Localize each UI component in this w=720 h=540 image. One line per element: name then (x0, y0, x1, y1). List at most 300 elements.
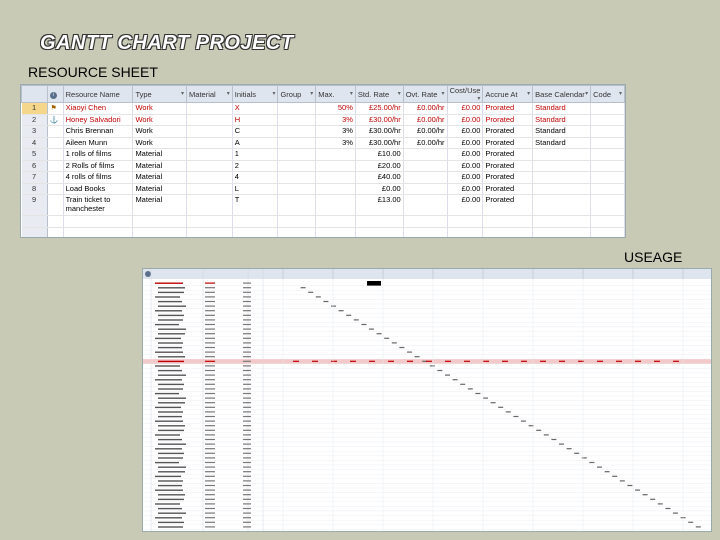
cell-max[interactable] (316, 172, 356, 184)
cell-max[interactable]: 50% (316, 103, 356, 115)
empty-row[interactable] (22, 216, 625, 228)
task-name-text (155, 448, 182, 449)
work-text (205, 315, 215, 316)
cell-std-rate[interactable]: £0.00 (355, 183, 403, 195)
cell-max[interactable]: 3% (316, 137, 356, 149)
cell-std-rate[interactable]: £25.00/hr (355, 103, 403, 115)
usage-value (643, 494, 648, 495)
column-header[interactable]: Ovt. Rate ▾ (403, 86, 447, 103)
resource-row[interactable] (22, 103, 625, 115)
cell-calendar[interactable] (533, 183, 591, 195)
indicator-cell (47, 160, 63, 172)
detail-text (243, 356, 251, 357)
cell-cost-use[interactable]: £0.00 (447, 137, 483, 149)
work-text (205, 522, 215, 523)
column-header[interactable]: Initials ▾ (232, 86, 278, 103)
cell-accrue[interactable]: Prorated (483, 137, 533, 149)
row-number[interactable] (22, 227, 48, 238)
usage-grid (143, 269, 711, 531)
cell-name[interactable]: 2 Rolls of films (63, 160, 133, 172)
work-text (205, 338, 215, 339)
task-name-text (155, 421, 183, 422)
cell-calendar[interactable]: Standard (533, 137, 591, 149)
column-header[interactable]: Group ▾ (278, 86, 316, 103)
cell-accrue[interactable]: Prorated (483, 172, 533, 184)
empty-cell[interactable] (483, 216, 533, 228)
cell-cost-use[interactable]: £0.00 (447, 103, 483, 115)
cell-type[interactable]: Work (133, 126, 187, 138)
cell-type[interactable]: Material (133, 183, 187, 195)
usage-value (658, 503, 663, 504)
cell-calendar[interactable]: Standard (533, 103, 591, 115)
resource-row[interactable] (22, 126, 625, 138)
cell-initials[interactable]: 2 (232, 160, 278, 172)
usage-value (460, 384, 465, 385)
empty-cell[interactable] (47, 227, 63, 238)
work-text (205, 283, 215, 284)
usage-value (453, 379, 458, 380)
cell-code[interactable] (591, 183, 625, 195)
row-number[interactable]: 6 (22, 160, 48, 172)
cell-std-rate[interactable]: £30.00/hr (355, 126, 403, 138)
cell-material[interactable] (187, 126, 233, 138)
task-name-text (158, 508, 182, 509)
cell-material[interactable] (187, 103, 233, 115)
cell-material[interactable] (187, 183, 233, 195)
empty-cell[interactable] (316, 227, 356, 238)
cell-group[interactable] (278, 183, 316, 195)
empty-cell[interactable] (483, 227, 533, 238)
column-header[interactable]: Base Calendar ▾ (533, 86, 591, 103)
resource-row[interactable] (22, 183, 625, 195)
work-text (205, 526, 215, 527)
cell-cost-use[interactable]: £0.00 (447, 172, 483, 184)
cell-ovt-rate[interactable]: £0.00/hr (403, 103, 447, 115)
empty-cell[interactable] (187, 216, 233, 228)
task-name-text (158, 485, 182, 486)
work-text (205, 361, 215, 362)
detail-text (243, 393, 251, 394)
usage-value (688, 522, 693, 523)
cell-ovt-rate[interactable] (403, 149, 447, 161)
cell-group[interactable] (278, 137, 316, 149)
cell-material[interactable] (187, 195, 233, 216)
cell-cost-use[interactable]: £0.00 (447, 160, 483, 172)
row-number[interactable]: 2 (22, 114, 48, 126)
empty-row[interactable] (22, 227, 625, 238)
column-header[interactable]: Std. Rate ▾ (355, 86, 403, 103)
detail-text (243, 292, 251, 293)
cell-calendar[interactable]: Standard (533, 126, 591, 138)
task-name-text (158, 301, 182, 302)
usage-value (475, 393, 480, 394)
column-header[interactable]: Material ▾ (187, 86, 233, 103)
cell-type[interactable]: Work (133, 137, 187, 149)
detail-text (243, 508, 251, 509)
detail-text (243, 388, 251, 389)
usage-value (377, 333, 382, 334)
cell-cost-use[interactable]: £0.00 (447, 149, 483, 161)
usage-value (696, 526, 701, 527)
cell-group[interactable] (278, 160, 316, 172)
usage-value (627, 485, 632, 486)
detail-text (243, 430, 251, 431)
task-name-text (158, 453, 184, 454)
column-header[interactable]: Resource Name (63, 86, 133, 103)
cell-initials[interactable]: A (232, 137, 278, 149)
empty-cell[interactable] (403, 216, 447, 228)
cell-calendar[interactable] (533, 160, 591, 172)
work-text (205, 480, 215, 481)
empty-cell[interactable] (355, 227, 403, 238)
cell-ovt-rate[interactable] (403, 160, 447, 172)
empty-cell[interactable] (232, 216, 278, 228)
cell-group[interactable] (278, 149, 316, 161)
row-number[interactable]: 5 (22, 149, 48, 161)
empty-cell[interactable] (47, 216, 63, 228)
resource-row[interactable] (22, 172, 625, 184)
cell-type[interactable]: Material (133, 195, 187, 216)
cell-type[interactable]: Material (133, 172, 187, 184)
empty-cell[interactable] (187, 227, 233, 238)
work-text (205, 490, 215, 491)
resource-row[interactable] (22, 114, 625, 126)
task-name-text (158, 457, 183, 458)
cell-accrue[interactable]: Prorated (483, 114, 533, 126)
cell-calendar[interactable] (533, 195, 591, 216)
task-name-text (158, 333, 185, 334)
task-name-text (158, 342, 183, 343)
task-name-text (155, 324, 179, 325)
task-name-text (155, 379, 182, 380)
cell-max[interactable] (316, 183, 356, 195)
cell-accrue[interactable]: Prorated (483, 103, 533, 115)
cell-name[interactable]: Aileen Munn (63, 137, 133, 149)
overallocated-value (521, 361, 527, 362)
cell-initials[interactable]: L (232, 183, 278, 195)
task-name-text (158, 425, 185, 426)
detail-text (243, 398, 251, 399)
task-name-text (158, 494, 185, 495)
task-name-text (155, 338, 181, 339)
task-name-text (158, 430, 184, 431)
cell-name[interactable]: 1 rolls of films (63, 149, 133, 161)
cell-ovt-rate[interactable]: £0.00/hr (403, 114, 447, 126)
detail-text (243, 517, 251, 518)
detail-text (243, 476, 251, 477)
detail-text (243, 375, 251, 376)
cell-initials[interactable]: 4 (232, 172, 278, 184)
usage-value (437, 370, 442, 371)
cell-calendar[interactable] (533, 149, 591, 161)
work-text (205, 388, 215, 389)
resource-row[interactable] (22, 195, 625, 216)
cell-calendar[interactable] (533, 172, 591, 184)
overallocated-value (464, 361, 470, 362)
cell-accrue[interactable]: Prorated (483, 126, 533, 138)
cell-max[interactable]: 3% (316, 114, 356, 126)
usage-value (316, 296, 321, 297)
cell-max[interactable] (316, 195, 356, 216)
cell-cost-use[interactable]: £0.00 (447, 183, 483, 195)
cell-type[interactable]: Work (133, 103, 187, 115)
cell-ovt-rate[interactable]: £0.00/hr (403, 137, 447, 149)
cell-group[interactable] (278, 103, 316, 115)
resource-sheet-label: RESOURCE SHEET (28, 64, 158, 80)
cell-code[interactable] (591, 103, 625, 115)
detail-text (243, 494, 251, 495)
cell-std-rate[interactable]: £40.00 (355, 172, 403, 184)
detail-text (243, 352, 251, 353)
column-header[interactable]: Max. ▾ (316, 86, 356, 103)
usage-value (665, 508, 670, 509)
overallocated-value (635, 361, 641, 362)
cell-type[interactable]: Material (133, 149, 187, 161)
usage-value (392, 342, 397, 343)
column-header[interactable] (47, 86, 63, 103)
row-number[interactable]: 3 (22, 126, 48, 138)
usage-value (407, 352, 412, 353)
task-name-text (155, 490, 183, 491)
empty-cell[interactable] (591, 216, 625, 228)
cell-code[interactable] (591, 149, 625, 161)
cell-cost-use[interactable]: £0.00 (447, 114, 483, 126)
empty-cell[interactable] (355, 216, 403, 228)
work-text (205, 471, 215, 472)
work-text (205, 319, 215, 320)
empty-cell[interactable] (63, 227, 133, 238)
cell-initials[interactable]: T (232, 195, 278, 216)
cell-name[interactable]: Load Books (63, 183, 133, 195)
row-number[interactable]: 4 (22, 137, 48, 149)
cell-code[interactable] (591, 195, 625, 216)
empty-cell[interactable] (447, 216, 483, 228)
cell-std-rate[interactable]: £10.00 (355, 149, 403, 161)
work-text (205, 430, 215, 431)
cell-accrue[interactable]: Prorated (483, 195, 533, 216)
cell-type[interactable]: Material (133, 160, 187, 172)
work-text (205, 467, 215, 468)
detail-text (243, 526, 251, 527)
detail-text (243, 329, 251, 330)
work-text (205, 384, 215, 385)
row-number[interactable]: 8 (22, 183, 48, 195)
slide-title: GANTT CHART PROJECT (40, 32, 294, 54)
indicator-cell (47, 114, 63, 126)
cell-group[interactable] (278, 195, 316, 216)
detail-text (243, 439, 251, 440)
usage-value (384, 338, 389, 339)
work-text (205, 439, 215, 440)
cell-code[interactable] (591, 126, 625, 138)
column-header[interactable]: Cost/Use ▾ (447, 86, 483, 103)
cell-max[interactable] (316, 160, 356, 172)
work-text (205, 485, 215, 486)
detail-text (243, 342, 251, 343)
cell-code[interactable] (591, 172, 625, 184)
work-text (205, 476, 215, 477)
overallocated-value (483, 361, 489, 362)
row-number[interactable]: 9 (22, 195, 48, 216)
detail-text (243, 485, 251, 486)
work-text (205, 379, 215, 380)
resource-row[interactable] (22, 137, 625, 149)
cell-material[interactable] (187, 172, 233, 184)
work-text (205, 462, 215, 463)
empty-cell[interactable] (533, 227, 591, 238)
cell-std-rate[interactable]: £13.00 (355, 195, 403, 216)
work-text (205, 416, 215, 417)
work-text (205, 310, 215, 311)
task-name-text (155, 503, 180, 504)
resource-row[interactable] (22, 149, 625, 161)
task-name-text (155, 407, 181, 408)
work-text (205, 287, 215, 288)
task-name-text (158, 375, 186, 376)
cell-code[interactable] (591, 160, 625, 172)
overallocated-value (407, 361, 413, 362)
work-text (205, 513, 215, 514)
usage-value (323, 301, 328, 302)
cell-calendar[interactable]: Standard (533, 114, 591, 126)
cell-ovt-rate[interactable] (403, 183, 447, 195)
empty-cell[interactable] (591, 227, 625, 238)
cell-material[interactable] (187, 160, 233, 172)
task-name-text (158, 513, 186, 514)
cell-initials[interactable]: X (232, 103, 278, 115)
overallocated-value (350, 361, 356, 362)
empty-cell[interactable] (403, 227, 447, 238)
cell-material[interactable] (187, 149, 233, 161)
cell-name[interactable]: Train ticket to manchester (63, 195, 133, 216)
empty-cell[interactable] (133, 216, 187, 228)
column-header[interactable]: Type ▾ (133, 86, 187, 103)
cell-std-rate[interactable]: £30.00/hr (355, 137, 403, 149)
task-name-text (158, 439, 182, 440)
empty-cell[interactable] (278, 227, 316, 238)
cell-std-rate[interactable]: £20.00 (355, 160, 403, 172)
detail-text (243, 407, 251, 408)
task-name-text (155, 462, 179, 463)
task-name-text (158, 347, 182, 348)
detail-text (243, 370, 251, 371)
cell-accrue[interactable]: Prorated (483, 160, 533, 172)
task-name-text (158, 411, 183, 412)
cell-group[interactable] (278, 126, 316, 138)
selected-cell (367, 281, 381, 286)
cell-initials[interactable]: H (232, 114, 278, 126)
task-name-text (158, 402, 185, 403)
resource-row[interactable] (22, 160, 625, 172)
empty-cell[interactable] (63, 216, 133, 228)
empty-cell[interactable] (232, 227, 278, 238)
cell-ovt-rate[interactable] (403, 195, 447, 216)
task-name-text (155, 393, 179, 394)
empty-cell[interactable] (133, 227, 187, 238)
overallocated-value (331, 361, 337, 362)
usage-value (567, 448, 572, 449)
cell-initials[interactable]: 1 (232, 149, 278, 161)
work-text (205, 402, 215, 403)
work-text (205, 453, 215, 454)
task-name-text (158, 471, 185, 472)
task-name-text (158, 499, 184, 500)
work-text (205, 411, 215, 412)
usage-value (635, 490, 640, 491)
task-name-text (155, 365, 180, 366)
usage-header (143, 269, 711, 279)
cell-name[interactable]: Chris Brennan (63, 126, 133, 138)
detail-text (243, 301, 251, 302)
cell-cost-use[interactable]: £0.00 (447, 126, 483, 138)
work-text (205, 457, 215, 458)
cell-group[interactable] (278, 114, 316, 126)
empty-cell[interactable] (533, 216, 591, 228)
cell-initials[interactable]: C (232, 126, 278, 138)
column-header[interactable] (22, 86, 48, 103)
cell-ovt-rate[interactable]: £0.00/hr (403, 126, 447, 138)
empty-cell[interactable] (278, 216, 316, 228)
usage-value (399, 347, 404, 348)
task-name-text (158, 522, 184, 523)
cell-group[interactable] (278, 172, 316, 184)
cell-code[interactable] (591, 114, 625, 126)
detail-text (243, 379, 251, 380)
cell-name[interactable]: Xiaoyi Chen (63, 103, 133, 115)
column-header[interactable]: Accrue At ▾ (483, 86, 533, 103)
overallocated-value (616, 361, 622, 362)
usage-value (339, 310, 344, 311)
work-text (205, 306, 215, 307)
task-name-text (155, 296, 180, 297)
cell-name[interactable]: Honey Salvadori (63, 114, 133, 126)
task-name-text (158, 361, 184, 362)
cell-accrue[interactable]: Prorated (483, 149, 533, 161)
task-name-text (158, 444, 186, 445)
cell-max[interactable]: 3% (316, 126, 356, 138)
cell-accrue[interactable]: Prorated (483, 183, 533, 195)
usage-value (597, 467, 602, 468)
column-header[interactable]: Code ▾ (591, 86, 625, 103)
detail-text (243, 453, 251, 454)
cell-code[interactable] (591, 137, 625, 149)
detail-text (243, 361, 251, 362)
empty-cell[interactable] (447, 227, 483, 238)
cell-cost-use[interactable]: £0.00 (447, 195, 483, 216)
task-name-text (158, 319, 183, 320)
row-number[interactable]: 1 (22, 103, 48, 115)
row-number[interactable]: 7 (22, 172, 48, 184)
cell-name[interactable]: 4 rolls of films (63, 172, 133, 184)
cell-type[interactable]: Work (133, 114, 187, 126)
cell-std-rate[interactable]: £30.00/hr (355, 114, 403, 126)
work-text (205, 347, 215, 348)
usage-value (574, 453, 579, 454)
usage-value (491, 402, 496, 403)
task-name-text (155, 476, 181, 477)
cell-material[interactable] (187, 114, 233, 126)
work-text (205, 329, 215, 330)
cell-material[interactable] (187, 137, 233, 149)
detail-text (243, 402, 251, 403)
task-name-text (158, 384, 184, 385)
cell-max[interactable] (316, 149, 356, 161)
row-number[interactable] (22, 216, 48, 228)
cell-ovt-rate[interactable] (403, 172, 447, 184)
work-text (205, 342, 215, 343)
detail-text (243, 499, 251, 500)
empty-cell[interactable] (316, 216, 356, 228)
